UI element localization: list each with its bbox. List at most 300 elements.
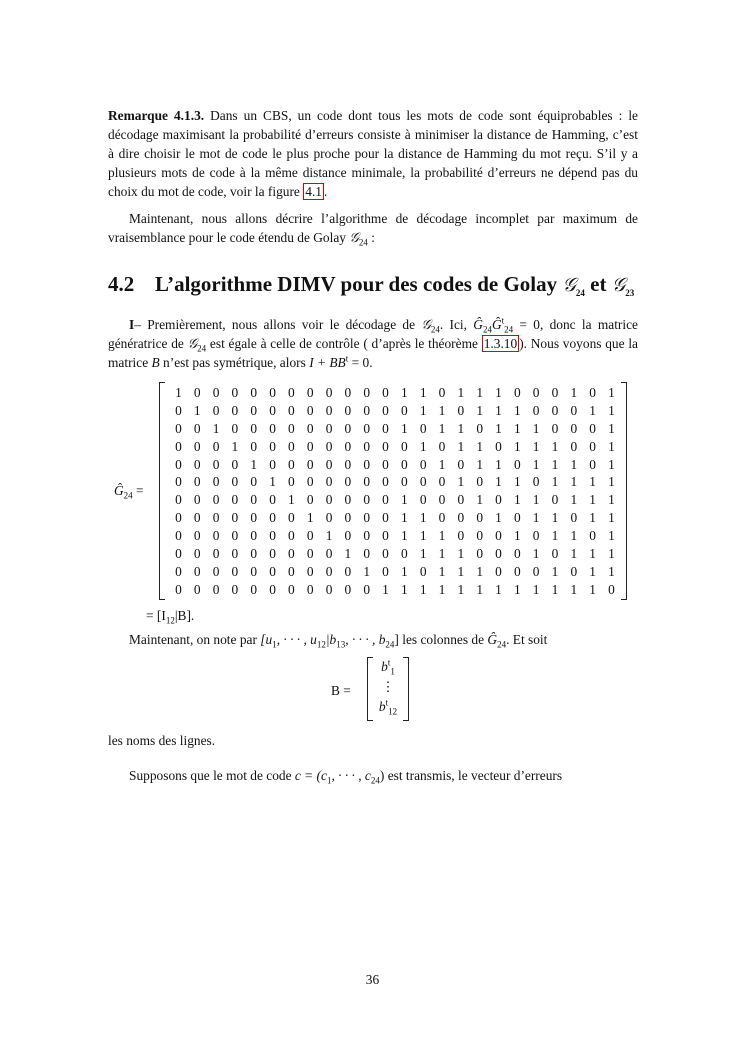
matrix-cell: 0 <box>382 492 389 508</box>
golay-symbol: 𝒢 <box>349 230 359 245</box>
matrix-cell: 0 <box>551 402 559 418</box>
matrix-cell: 0 <box>495 546 502 562</box>
matrix-cell: 1 <box>513 528 521 544</box>
b-row-last <box>367 697 409 717</box>
matrix-cell: 0 <box>175 474 182 490</box>
matrix-cell: 1 <box>457 546 465 562</box>
matrix-cell: 0 <box>250 528 258 544</box>
matrix-cell: 1 <box>589 546 596 562</box>
matrix-cell: 0 <box>570 563 578 579</box>
matrix-cell: 1 <box>495 581 502 597</box>
matrix-cell: 0 <box>269 456 276 472</box>
matrix-cell: 0 <box>212 528 220 544</box>
generator-matrix <box>159 382 627 600</box>
g-hat-subscript: 24 <box>504 324 514 335</box>
matrix-cell: 0 <box>231 546 239 562</box>
matrix-cell: 0 <box>551 546 559 562</box>
matrix-cell: 1 <box>476 492 484 508</box>
matrix-cell: 0 <box>288 510 295 526</box>
vertical-dots: ⋮ <box>381 679 395 694</box>
matrix-cell: 1 <box>457 563 465 579</box>
transpose-superscript: t <box>385 697 389 708</box>
matrix-cell: 0 <box>250 563 258 579</box>
intro-text: Maintenant, nous allons décrire l’algorithme de décodage incomplet par maximum de vraisemblance pour le code étendu de Golay <box>108 211 638 245</box>
matrix-cell: 0 <box>382 546 389 562</box>
matrix-cell: 0 <box>250 510 258 526</box>
matrix-cell: 0 <box>457 402 465 418</box>
matrix-cell: 0 <box>513 510 521 526</box>
matrix-cell: 0 <box>306 456 314 472</box>
matrix-cell: 0 <box>250 385 258 400</box>
matrix-cell: 0 <box>193 492 201 508</box>
matrix-cell: 1 <box>212 420 220 436</box>
matrix-cell: 0 <box>288 546 295 562</box>
matrix-cell: 0 <box>175 528 182 544</box>
matrix-cell: 0 <box>513 385 521 400</box>
matrix-cell: 0 <box>325 385 333 400</box>
matrix-cell: 1 <box>532 420 540 436</box>
cols-expr-end: ] <box>394 632 399 647</box>
g-hat-symbol: Ĝ <box>491 317 502 332</box>
matrix-cell: 1 <box>570 474 578 490</box>
g-hat-symbol: Ĝ <box>487 632 498 647</box>
matrix-cell: 0 <box>306 474 314 490</box>
matrix-cell: 0 <box>288 528 295 544</box>
matrix-cell: 0 <box>193 385 201 400</box>
matrix-cell: 0 <box>325 456 333 472</box>
matrix-cell: 0 <box>344 420 352 436</box>
b-symbol: b <box>378 699 386 714</box>
columns-text-1: Maintenant, on note par <box>129 632 261 647</box>
matrix-cell: 0 <box>570 438 578 454</box>
matrix-cell: 0 <box>457 456 465 472</box>
matrix-cell: 0 <box>363 456 371 472</box>
matrix-cell: 1 <box>495 385 502 400</box>
matrix-row <box>169 402 621 420</box>
b-matrix-label: B = <box>331 683 351 698</box>
matrix-cell: 0 <box>382 528 389 544</box>
matrix-cell: 1 <box>570 581 578 597</box>
matrix-cell: 0 <box>419 420 427 436</box>
matrix-cell: 1 <box>457 438 465 454</box>
transmission-text-2: est transmis, le vecteur d’erreurs <box>384 768 563 783</box>
matrix-cell: 0 <box>363 528 371 544</box>
matrix-cell: 1 <box>589 563 596 579</box>
matrix-cell: 0 <box>175 420 182 436</box>
matrix-row <box>169 581 621 599</box>
matrix-cell: 1 <box>570 492 578 508</box>
matrix-cell: 0 <box>306 420 314 436</box>
matrix-cell: 0 <box>212 581 220 597</box>
matrix-cell: 0 <box>325 474 333 490</box>
left-bracket <box>159 382 165 600</box>
matrix-cell: 0 <box>175 438 182 454</box>
matrix-cell: 1 <box>306 510 314 526</box>
matrix-cell: 0 <box>250 546 258 562</box>
matrix-cell: 0 <box>306 402 314 418</box>
matrix-cell: 0 <box>363 474 371 490</box>
matrix-cell: 0 <box>306 563 314 579</box>
columns-text-2: les colonnes de <box>398 632 488 647</box>
matrix-cell: 0 <box>288 581 295 597</box>
matrix-cell: 0 <box>570 510 578 526</box>
matrix-cell: 1 <box>344 546 352 562</box>
matrix-cell: 0 <box>288 456 295 472</box>
matrix-cell: 0 <box>269 385 276 400</box>
matrix-cell: 1 <box>608 402 615 418</box>
matrix-cell: 0 <box>382 420 389 436</box>
matrix-cell: 1 <box>551 563 559 579</box>
matrix-row <box>169 491 621 509</box>
matrix-cell: 0 <box>269 563 276 579</box>
matrix-cell: 0 <box>269 546 276 562</box>
g-hat-subscript: 24 <box>482 324 492 335</box>
matrix-cell: 0 <box>382 438 389 454</box>
matrix-cell: 1 <box>231 438 239 454</box>
matrix-cell: 0 <box>438 510 446 526</box>
matrix-cell: 1 <box>570 528 578 544</box>
b-subscript: 1 <box>390 666 395 677</box>
matrix-cell: 1 <box>438 402 446 418</box>
identity-form-end: |B]. <box>174 608 195 623</box>
matrix-cell: 0 <box>231 563 239 579</box>
matrix-cell: 0 <box>212 492 220 508</box>
matrix-cell: 0 <box>231 402 239 418</box>
matrix-cell: 0 <box>325 402 333 418</box>
matrix-cell: 1 <box>608 474 615 490</box>
matrix-grid <box>169 384 621 599</box>
matrix-cell: 1 <box>551 438 559 454</box>
matrix-b-symbol: B <box>151 355 160 370</box>
columns-text-3: . Et soit <box>506 632 548 647</box>
matrix-row <box>169 473 621 491</box>
matrix-cell: 0 <box>363 438 371 454</box>
decoding-text-3: , donc la matrice génératrice de <box>108 317 638 351</box>
item-marker: I <box>129 317 135 332</box>
matrix-cell: 0 <box>269 528 276 544</box>
matrix-cell: 0 <box>438 438 446 454</box>
section-title-text: L’algorithme DIMV pour des codes de Golay <box>155 272 558 296</box>
matrix-cell: 0 <box>212 456 220 472</box>
theorem-reference-link[interactable]: 1.3.10 <box>483 336 518 351</box>
matrix-cell: 1 <box>589 510 596 526</box>
matrix-cell: 0 <box>231 581 239 597</box>
matrix-cell: 0 <box>419 456 427 472</box>
generator-matrix-display <box>108 382 638 600</box>
matrix-cell: 0 <box>193 528 201 544</box>
matrix-cell: 1 <box>551 528 559 544</box>
matrix-cell: 0 <box>231 420 239 436</box>
codeword-expr: c = (c <box>294 768 327 783</box>
matrix-cell: 0 <box>175 563 182 579</box>
remark-paragraph <box>108 106 638 201</box>
matrix-cell: 0 <box>570 402 578 418</box>
matrix-cell: 0 <box>325 510 333 526</box>
matrix-cell: 1 <box>476 456 484 472</box>
matrix-cell: 1 <box>401 492 408 508</box>
matrix-cell: 1 <box>419 385 427 400</box>
matrix-cell: 0 <box>363 546 371 562</box>
matrix-cell: 0 <box>513 563 521 579</box>
matrix-cell: 0 <box>476 474 484 490</box>
matrix-cell: 0 <box>193 438 201 454</box>
b-matrix-display <box>108 657 638 723</box>
matrix-cell: 1 <box>589 402 596 418</box>
matrix-cell: 0 <box>250 581 258 597</box>
matrix-cell: 1 <box>476 581 484 597</box>
matrix-cell: 1 <box>288 492 295 508</box>
matrix-cell: 0 <box>382 474 389 490</box>
g-hat-subscript: 24 <box>123 490 133 501</box>
intro-paragraph <box>108 209 638 247</box>
matrix-cell: 0 <box>363 402 371 418</box>
matrix-cell: 1 <box>608 420 615 436</box>
cols-expr: |b <box>325 632 337 647</box>
matrix-cell: 0 <box>589 438 596 454</box>
transmission-text-1: Supposons que le mot de code <box>129 768 295 783</box>
codeword-expr-end: ) <box>379 768 385 783</box>
matrix-cell: 0 <box>382 563 389 579</box>
matrix-cell: 0 <box>532 385 540 400</box>
matrix-cell: 0 <box>476 420 484 436</box>
matrix-cell: 1 <box>513 474 521 490</box>
matrix-identity-form <box>146 606 638 625</box>
matrix-row <box>169 563 621 581</box>
matrix-cell: 0 <box>344 492 352 508</box>
golay-symbol: 𝒢 <box>187 336 198 351</box>
matrix-cell: 0 <box>401 456 408 472</box>
matrix-cell: 1 <box>419 438 427 454</box>
matrix-cell: 0 <box>288 420 295 436</box>
matrix-cell: 1 <box>363 563 371 579</box>
matrix-cell: 0 <box>513 546 521 562</box>
matrix-cell: 0 <box>476 528 484 544</box>
matrix-cell: 0 <box>212 402 220 418</box>
matrix-cell: 1 <box>401 385 408 400</box>
matrix-cell: 1 <box>513 438 521 454</box>
matrix-cell: 1 <box>438 581 446 597</box>
matrix-cell: 1 <box>551 456 559 472</box>
matrix-cell: 0 <box>325 581 333 597</box>
remark-label: Remarque 4.1.3. <box>108 108 205 123</box>
matrix-row <box>169 420 621 438</box>
equals-sign: = <box>132 483 144 498</box>
matrix-cell: 1 <box>608 546 615 562</box>
matrix-cell: 0 <box>532 563 540 579</box>
matrix-cell: 0 <box>250 420 258 436</box>
remark-end: . <box>324 184 328 199</box>
matrix-cell: 0 <box>532 528 540 544</box>
matrix-cell: 0 <box>532 402 540 418</box>
matrix-cell: 1 <box>382 581 389 597</box>
matrix-cell: 0 <box>175 581 182 597</box>
transmission-paragraph <box>108 766 638 785</box>
matrix-cell: 0 <box>288 563 295 579</box>
matrix-cell: 1 <box>608 528 615 544</box>
matrix-cell: 1 <box>401 420 408 436</box>
identity-form-start: = [I <box>146 608 166 623</box>
matrix-cell: 0 <box>306 438 314 454</box>
matrix-cell: 0 <box>325 546 333 562</box>
decoding-text-5: ). Nous voyons que la matrice <box>108 336 638 370</box>
figure-reference-link[interactable]: 4.1 <box>305 184 322 199</box>
matrix-cell: 0 <box>570 420 578 436</box>
cols-expr: , · · · , b <box>345 632 386 647</box>
matrix-cell: 1 <box>419 546 427 562</box>
matrix-cell: 0 <box>325 563 333 579</box>
matrix-cell: 1 <box>570 385 578 400</box>
g-hat-subscript: 24 <box>497 639 507 650</box>
matrix-cell: 0 <box>457 492 465 508</box>
matrix-cell: 1 <box>551 581 559 597</box>
intro-end: : <box>367 230 375 245</box>
section-title-and: et <box>584 272 612 296</box>
matrix-cell: 1 <box>513 420 521 436</box>
matrix-cell: 0 <box>495 528 502 544</box>
matrix-cell: 0 <box>193 510 201 526</box>
matrix-cell: 0 <box>344 474 352 490</box>
matrix-cell: 1 <box>193 402 201 418</box>
identity-subscript: 12 <box>165 615 175 626</box>
matrix-cell: 0 <box>344 528 352 544</box>
matrix-cell: 1 <box>438 420 446 436</box>
matrix-cell: 0 <box>193 581 201 597</box>
matrix-cell: 1 <box>608 563 615 579</box>
matrix-cell: 0 <box>401 402 408 418</box>
matrix-cell: 1 <box>401 563 408 579</box>
matrix-cell: 0 <box>513 456 521 472</box>
matrix-cell: 1 <box>438 528 446 544</box>
golay-symbol: 𝒢 <box>421 317 431 332</box>
matrix-cell: 0 <box>382 456 389 472</box>
section-number: 4.2 <box>108 272 135 296</box>
matrix-cell: 1 <box>175 385 182 400</box>
sub-1: 1 <box>272 639 277 650</box>
page-number: 36 <box>365 972 380 987</box>
columns-paragraph <box>108 630 638 649</box>
equation-ibb: I + BB <box>309 355 346 370</box>
matrix-cell: 0 <box>495 563 502 579</box>
matrix-cell: 1 <box>401 581 408 597</box>
matrix-cell: 1 <box>419 528 427 544</box>
sub-24: 24 <box>385 639 395 650</box>
right-bracket <box>621 382 627 600</box>
matrix-row <box>169 456 621 474</box>
matrix-cell: 0 <box>495 438 502 454</box>
matrix-cell: 0 <box>250 438 258 454</box>
matrix-cell: 0 <box>344 402 352 418</box>
matrix-row <box>169 527 621 545</box>
matrix-cell: 0 <box>476 546 484 562</box>
golay-symbol-23: 𝒢 <box>611 274 626 296</box>
matrix-cell: 0 <box>193 420 201 436</box>
matrix-cell: 1 <box>608 456 615 472</box>
matrix-cell: 0 <box>589 456 596 472</box>
matrix-cell: 0 <box>175 456 182 472</box>
matrix-cell: 0 <box>325 420 333 436</box>
matrix-cell: 0 <box>344 456 352 472</box>
matrix-cell: 1 <box>495 402 502 418</box>
matrix-cell: 0 <box>269 402 276 418</box>
lines-names-text: les noms des lignes. <box>108 733 216 748</box>
matrix-cell: 1 <box>457 385 465 400</box>
matrix-cell: 0 <box>193 474 201 490</box>
matrix-cell: 1 <box>513 581 521 597</box>
matrix-cell: 1 <box>457 420 465 436</box>
matrix-cell: 1 <box>608 510 615 526</box>
matrix-cell: 1 <box>513 402 521 418</box>
matrix-cell: 1 <box>250 456 258 472</box>
matrix-cell: 0 <box>589 420 596 436</box>
matrix-cell: 1 <box>438 563 446 579</box>
matrix-cell: 1 <box>608 492 615 508</box>
equation-rhs: = 0 <box>513 317 540 332</box>
matrix-cell: 1 <box>419 510 427 526</box>
matrix-cell: 0 <box>344 581 352 597</box>
matrix-cell: 0 <box>382 402 389 418</box>
matrix-cell: 0 <box>231 510 239 526</box>
golay-sub-23: 23 <box>625 288 635 299</box>
matrix-cell: 0 <box>212 563 220 579</box>
decoding-paragraph <box>108 315 638 372</box>
matrix-cell: 0 <box>231 528 239 544</box>
matrix-cell: 1 <box>401 510 408 526</box>
matrix-cell: 0 <box>212 474 220 490</box>
matrix-cell: 0 <box>382 385 389 400</box>
matrix-cell: 0 <box>306 385 314 400</box>
matrix-cell: 0 <box>551 492 559 508</box>
matrix-cell: 0 <box>231 456 239 472</box>
matrix-cell: 0 <box>212 546 220 562</box>
matrix-cell: 0 <box>438 492 446 508</box>
matrix-row <box>169 509 621 527</box>
cols-expr: , · · · , u <box>276 632 317 647</box>
matrix-cell: 1 <box>457 474 465 490</box>
matrix-cell: 1 <box>401 528 408 544</box>
matrix-cell: 1 <box>325 528 333 544</box>
codeword-expr: , · · · , c <box>331 768 371 783</box>
matrix-cell: 0 <box>306 528 314 544</box>
page-body <box>108 106 638 785</box>
matrix-cell: 0 <box>382 510 389 526</box>
matrix-cell: 0 <box>269 438 276 454</box>
matrix-cell: 1 <box>551 474 559 490</box>
matrix-cell: 1 <box>532 456 540 472</box>
matrix-cell: 0 <box>269 581 276 597</box>
matrix-cell: 1 <box>608 385 615 400</box>
matrix-cell: 0 <box>363 510 371 526</box>
matrix-cell: 0 <box>306 581 314 597</box>
matrix-cell: 0 <box>532 474 540 490</box>
matrix-cell: 0 <box>551 420 559 436</box>
matrix-cell: 0 <box>476 510 484 526</box>
decoding-text-6: n’est pas symétrique, alors <box>159 355 310 370</box>
matrix-cell: 0 <box>175 402 182 418</box>
b-matrix <box>367 657 409 721</box>
matrix-cell: 0 <box>212 385 220 400</box>
sub-13: 13 <box>336 639 346 650</box>
matrix-cell: 1 <box>532 492 540 508</box>
matrix-cell: 1 <box>419 402 427 418</box>
matrix-cell: 0 <box>401 438 408 454</box>
matrix-cell: 0 <box>401 546 408 562</box>
matrix-cell: 0 <box>344 438 352 454</box>
matrix-cell: 0 <box>250 492 258 508</box>
matrix-cell: 1 <box>495 456 502 472</box>
matrix-cell: 0 <box>193 546 201 562</box>
matrix-cell: 0 <box>288 474 295 490</box>
matrix-cell: 0 <box>288 385 295 400</box>
